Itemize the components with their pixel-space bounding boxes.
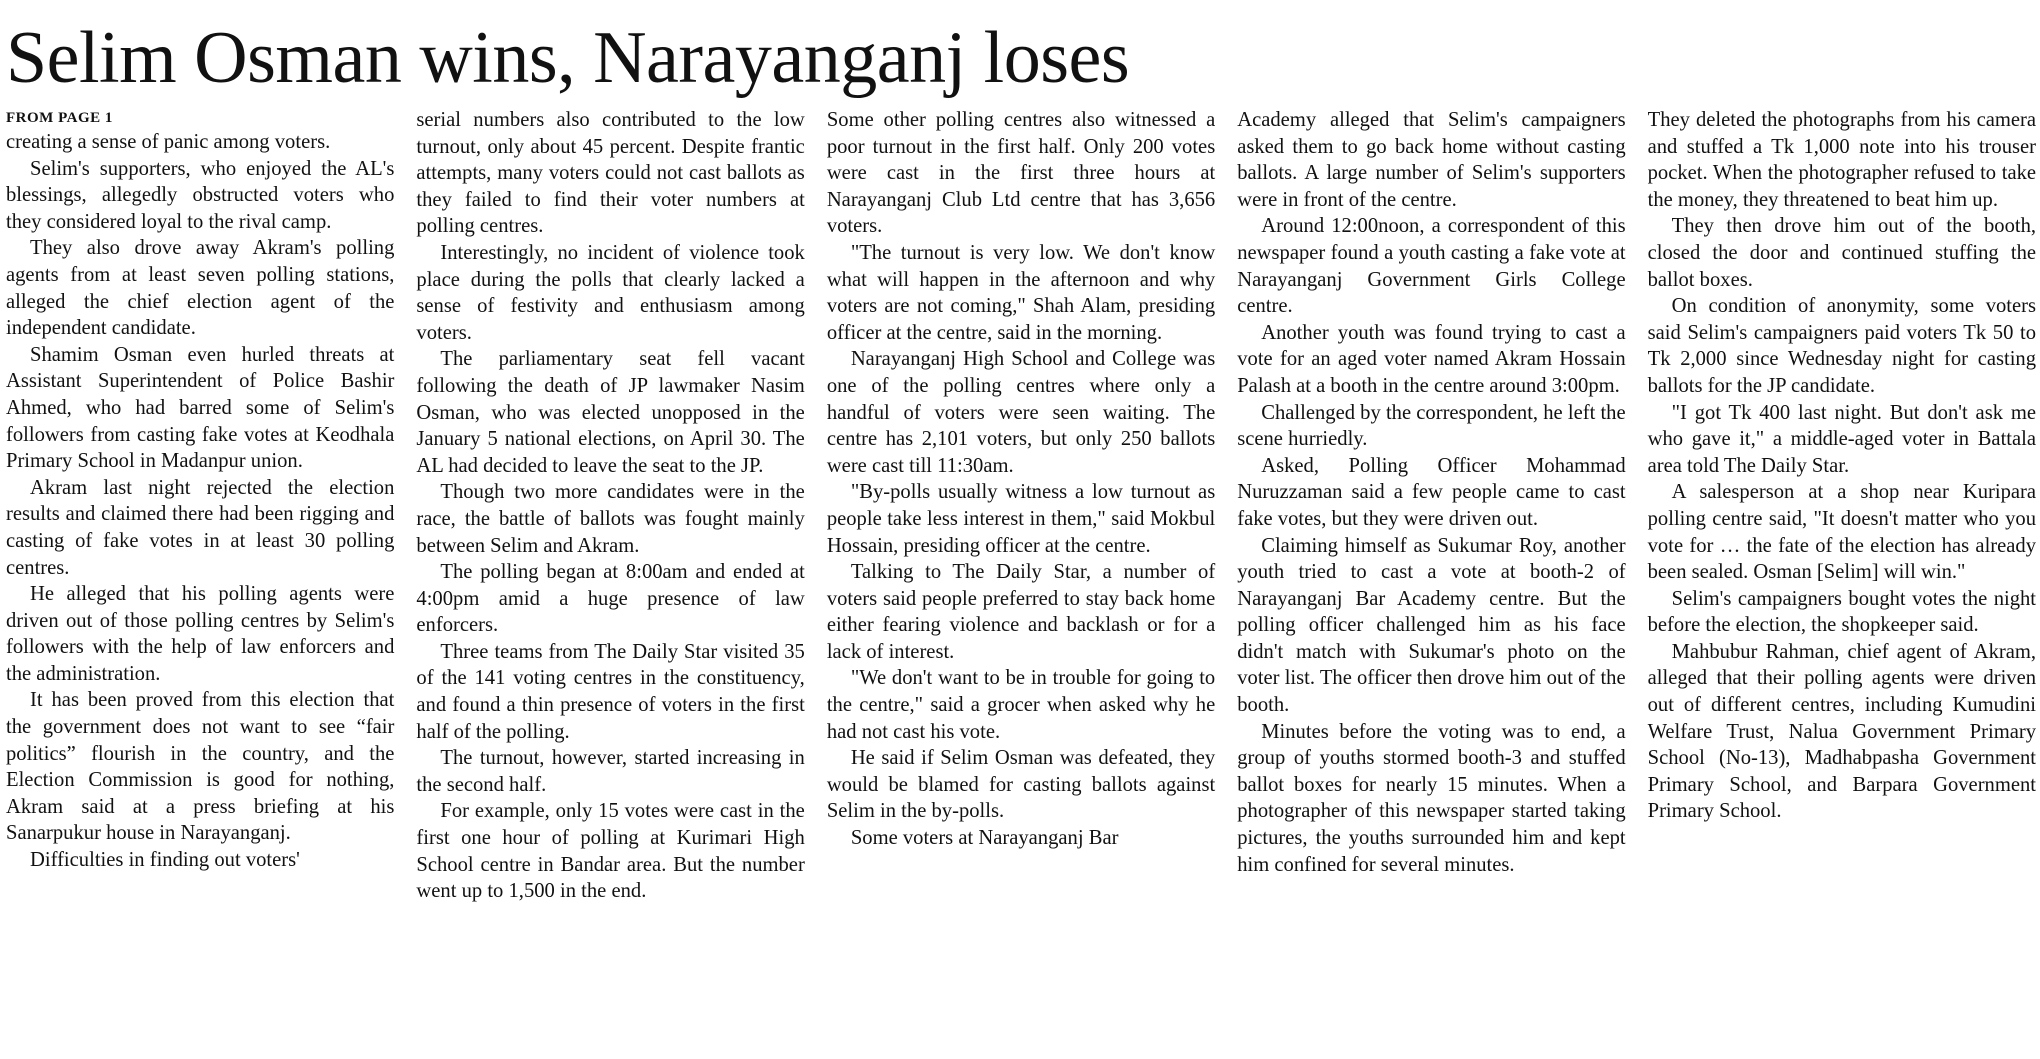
paragraph: creating a sense of panic among voters.	[6, 131, 331, 153]
column-5	[1648, 107, 2036, 905]
paragraph: Minutes before the voting was to end, a group of youths stormed booth-3 and stuffed ballot boxes for nearly 15 minutes. When a photographer of this newspaper started taking pictures, the youths surrounded him and kept him confined for several minutes.	[1237, 720, 1626, 876]
paragraph: The parliamentary seat fell vacant following the death of JP lawmaker Nasim Osman, who was elected unopposed in the January 5 national elections, on April 30. The AL had decided to leave the seat to the JP.	[416, 348, 805, 477]
paragraph: Akram last night rejected the election results and claimed there had been rigging and casting of fake votes in at least 30 polling centres.	[6, 476, 395, 579]
paragraph: "I got Tk 400 last night. But don't ask me who gave it," a middle-aged voter in Battala area told The Daily Star.	[1647, 401, 2037, 477]
paragraph: Asked, Polling Officer Mohammad Nuruzzaman said a few people came to cast fake votes, but they were driven out.	[1237, 454, 1626, 530]
paragraph: They deleted the photographs from his camera and stuffed a Tk 1,000 note into his trouser pocket. When the photographer refused to take the money, they threatened to beat him up.	[1647, 109, 2037, 211]
column-4	[1237, 107, 1625, 905]
paragraph: Shamim Osman even hurled threats at Assistant Superintendent of Police Bashir Ahmed, who had barred some of Selim's followers from casting fake votes at Keodhala Primary School in Madanpur union.	[6, 343, 395, 473]
paragraph: They then drove him out of the booth, closed the door and continued stuffing the ballot boxes.	[1647, 215, 2037, 291]
paragraph: Three teams from The Daily Star visited 35 of the 141 voting centres in the constituency, and found a thin presence of voters in the first half of the polling.	[416, 640, 805, 743]
article-body	[6, 107, 2036, 905]
paragraph: On condition of anonymity, some voters said Selim's campaigners paid voters Tk 50 to Tk 2,000 since Wednesday night for casting ballots for the JP candidate.	[1647, 295, 2037, 397]
paragraph: serial numbers also contributed to the low turnout, only about 45 percent. Despite frantic attempts, many voters could not cast ballots as they failed to find their voter numbers at polling centres.	[416, 109, 805, 238]
headline: Selim Osman wins, Narayanganj loses	[6, 17, 1130, 99]
paragraph: Selim's supporters, who enjoyed the AL's blessings, allegedly obstructed voters who they considered loyal to the rival camp.	[6, 157, 395, 233]
paragraph: Challenged by the correspondent, he left the scene hurriedly.	[1237, 401, 1626, 451]
paragraph: Talking to The Daily Star, a number of voters said people preferred to stay back home either fearing violence and backlash or for a lack of interest.	[826, 561, 1216, 663]
continuation-kicker: FROM PAGE 1	[6, 110, 113, 126]
paragraph: A salesperson at a shop near Kuripara polling centre said, "It doesn't matter who you vote for … the fate of the election has already been sealed. Osman [Selim] will win."	[1647, 481, 2037, 584]
paragraph: The turnout, however, started increasing in the second half.	[416, 747, 805, 796]
paragraph: "By-polls usually witness a low turnout as people take less interest in them," said Mokbul Hossain, presiding officer at the centre.	[826, 481, 1216, 557]
paragraph: Around 12:00noon, a correspondent of this newspaper found a youth casting a fake vote at Narayanganj Government Girls College centre.	[1237, 215, 1626, 318]
paragraph: Difficulties in finding out voters'	[30, 849, 300, 872]
paragraph: Another youth was found trying to cast a vote for an aged voter named Akram Hossain Palash at a booth in the centre around 3:00pm.	[1237, 321, 1626, 397]
paragraph: Some other polling centres also witnessed a poor turnout in the first half. Only 200 votes were cast in the first three hours at Narayanganj Club Ltd centre that has 3,656 voters.	[826, 109, 1216, 238]
paragraph: Narayanganj High School and College was one of the polling centres where only a handful of voters were seen waiting. The centre has 2,101 voters, but only 250 ballots were cast till 11:30am.	[826, 348, 1216, 477]
paragraph: The polling began at 8:00am and ended at 4:00pm amid a huge presence of law enforcers.	[416, 561, 805, 637]
paragraph: For example, only 15 votes were cast in the first one hour of polling at Kurimari High School centre in Bandar area. But the number went up to 1,500 in the end.	[416, 800, 805, 903]
paragraph: Some voters at Narayanganj Bar	[850, 827, 1119, 850]
paragraph: They also drove away Akram's polling agents from at least seven polling stations, alleged the chief election agent of the independent candidate.	[6, 237, 395, 340]
column-3	[827, 107, 1215, 905]
paragraph: Selim's campaigners bought votes the night before the election, the shopkeeper said.	[1647, 587, 2037, 637]
paragraph: He alleged that his polling agents were driven out of those polling centres by Selim's followers with the help of law enforcers and the administration.	[6, 583, 395, 685]
paragraph: Mahbubur Rahman, chief agent of Akram, alleged that their polling agents were driven out of different centres, including Kumudini Welfare Trust, Nalua Government Primary School (No-13), Madhabpasha Government Primary School, and Barpara Government Primary School.	[1647, 640, 2037, 823]
column-1	[6, 107, 394, 905]
paragraph: Claiming himself as Sukumar Roy, another youth tried to cast a vote at booth-2 of Narayanganj Bar Academy centre. But the polling officer challenged him as his face didn't match with Sukumar's photo on the voter list. The officer then drove him out of the booth.	[1237, 534, 1626, 717]
paragraph: He said if Selim Osman was defeated, they would be blamed for casting ballots against Selim in the by-polls.	[826, 747, 1216, 823]
paragraph: Interestingly, no incident of violence took place during the polls that clearly lacked a sense of festivity and enthusiasm among voters.	[416, 241, 805, 344]
paragraph: Academy alleged that Selim's campaigners asked them to go back home without casting ballots. A large number of Selim's supporters were in front of the centre.	[1237, 109, 1626, 211]
paragraph: It has been proved from this election that the government does not want to see “fair politics” flourish in the country, and the Election Commission is good for nothing, Akram said at a press briefing at his Sanarpukur house in Narayanganj.	[6, 689, 395, 845]
paragraph: Though two more candidates were in the race, the battle of ballots was fought mainly between Selim and Akram.	[416, 481, 805, 557]
paragraph: "The turnout is very low. We don't know what will happen in the afternoon and why voters are not coming," Shah Alam, presiding officer at the centre, said in the morning.	[826, 241, 1216, 344]
paragraph: "We don't want to be in trouble for going to the centre," said a grocer when asked why he had not cast his vote.	[826, 667, 1216, 743]
column-2	[416, 107, 804, 905]
